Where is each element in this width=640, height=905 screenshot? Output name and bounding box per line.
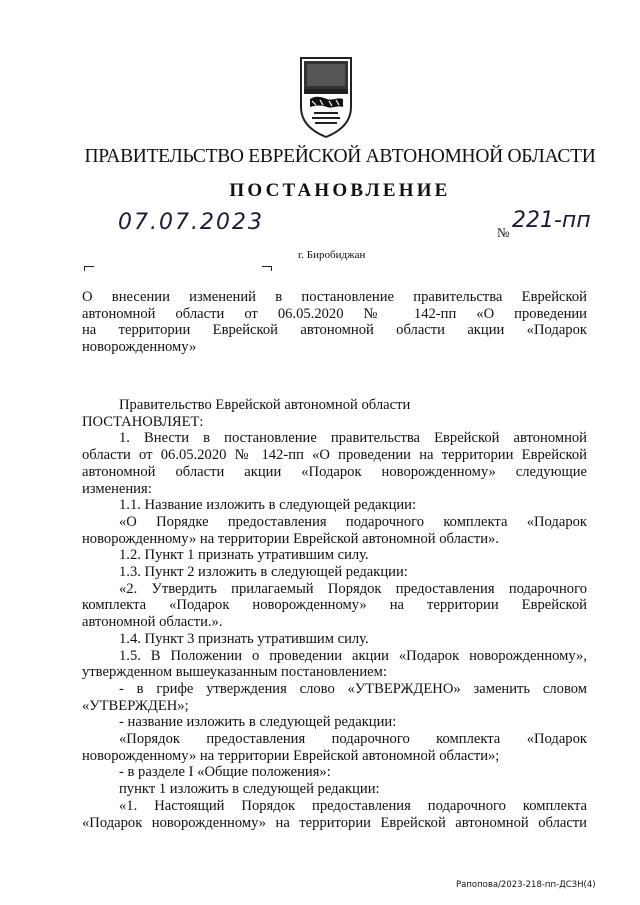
body-line: утвержденном вышеуказанным постановлением:	[82, 664, 387, 681]
subject-line: О внесении изменений в постановление правительства Еврейской	[82, 289, 587, 305]
body-line: пункт 1 изложить в следующей редакции:	[119, 781, 380, 798]
body-line: 1.2. Пункт 1 признать утратившим силу.	[119, 547, 369, 564]
body-line: «Порядок предоставления подарочного комплекта «Подарок	[119, 731, 587, 748]
document-type-title: ПОСТАНОВЛЕНИЕ	[229, 180, 451, 201]
body-line: «УТВЕРЖДЕН»;	[82, 697, 189, 714]
body-line: «Подарок новорожденному» на территории Еврейской автономной области	[82, 814, 587, 831]
body-line: области от 06.05.2020 № 142-пп «О проведении на территории Еврейской	[82, 447, 587, 464]
subject-line: на территории Еврейской автономной области акции «Подарок	[82, 322, 587, 339]
subject-corner-right	[262, 266, 272, 271]
government-name: ПРАВИТЕЛЬСТВО ЕВРЕЙСКОЙ АВТОНОМНОЙ ОБЛАСТИ	[84, 146, 596, 167]
handwritten-number: 221-пп	[512, 208, 591, 233]
body-line: ПОСТАНОВЛЯЕТ:	[82, 413, 204, 430]
footer-document-code: Рапопова/2023-218-пп-ДСЗН(4)	[456, 880, 596, 890]
number-label: №	[497, 225, 510, 240]
document-body	[82, 397, 587, 831]
body-line: - в грифе утверждения слово «УТВЕРЖДЕНО» заменить словом	[119, 680, 587, 697]
body-line: 1. Внести в постановление правительства Еврейской автономной	[119, 430, 587, 447]
subject-corner-left	[84, 266, 94, 271]
body-line: Правительство Еврейской автономной области	[119, 397, 411, 413]
city-name: г. Биробиджан	[298, 249, 366, 261]
body-line: «О Порядке предоставления подарочного комплекта «Подарок	[119, 513, 587, 530]
document-subject	[82, 289, 587, 356]
subject-line: автономной области от 06.05.2020 № 142-пп «О проведении	[82, 305, 587, 322]
handwritten-date: 07.07.2023	[118, 210, 264, 235]
body-line: «1. Настоящий Порядок предоставления подарочного комплекта	[119, 797, 587, 814]
body-line: изменения:	[82, 480, 152, 497]
body-line: комплекта «Подарок новорожденному» на территории Еврейской	[82, 597, 587, 614]
subject-line: новорожденному»	[82, 339, 197, 356]
coat-of-arms-icon	[296, 55, 356, 139]
body-line: автономной области акции «Подарок новорожденному» следующие	[82, 463, 587, 480]
body-line: новорожденному» на территории Еврейской автономной области»;	[82, 747, 500, 764]
body-line: «2. Утвердить прилагаемый Порядок предоставления подарочного	[119, 580, 587, 597]
body-line: 1.3. Пункт 2 изложить в следующей редакции:	[119, 564, 408, 581]
body-line: - в разделе I «Общие положения»:	[119, 764, 331, 781]
body-line: новорожденному» на территории Еврейской автономной области».	[82, 530, 499, 547]
body-line: 1.4. Пункт 3 признать утратившим силу.	[119, 630, 369, 647]
body-line: - название изложить в следующей редакции:	[119, 714, 397, 731]
body-line: 1.1. Название изложить в следующей редакции:	[119, 497, 417, 514]
body-line: автономной области.».	[82, 614, 223, 631]
body-line: 1.5. В Положении о проведении акции «Подарок новорожденному»,	[119, 647, 587, 664]
